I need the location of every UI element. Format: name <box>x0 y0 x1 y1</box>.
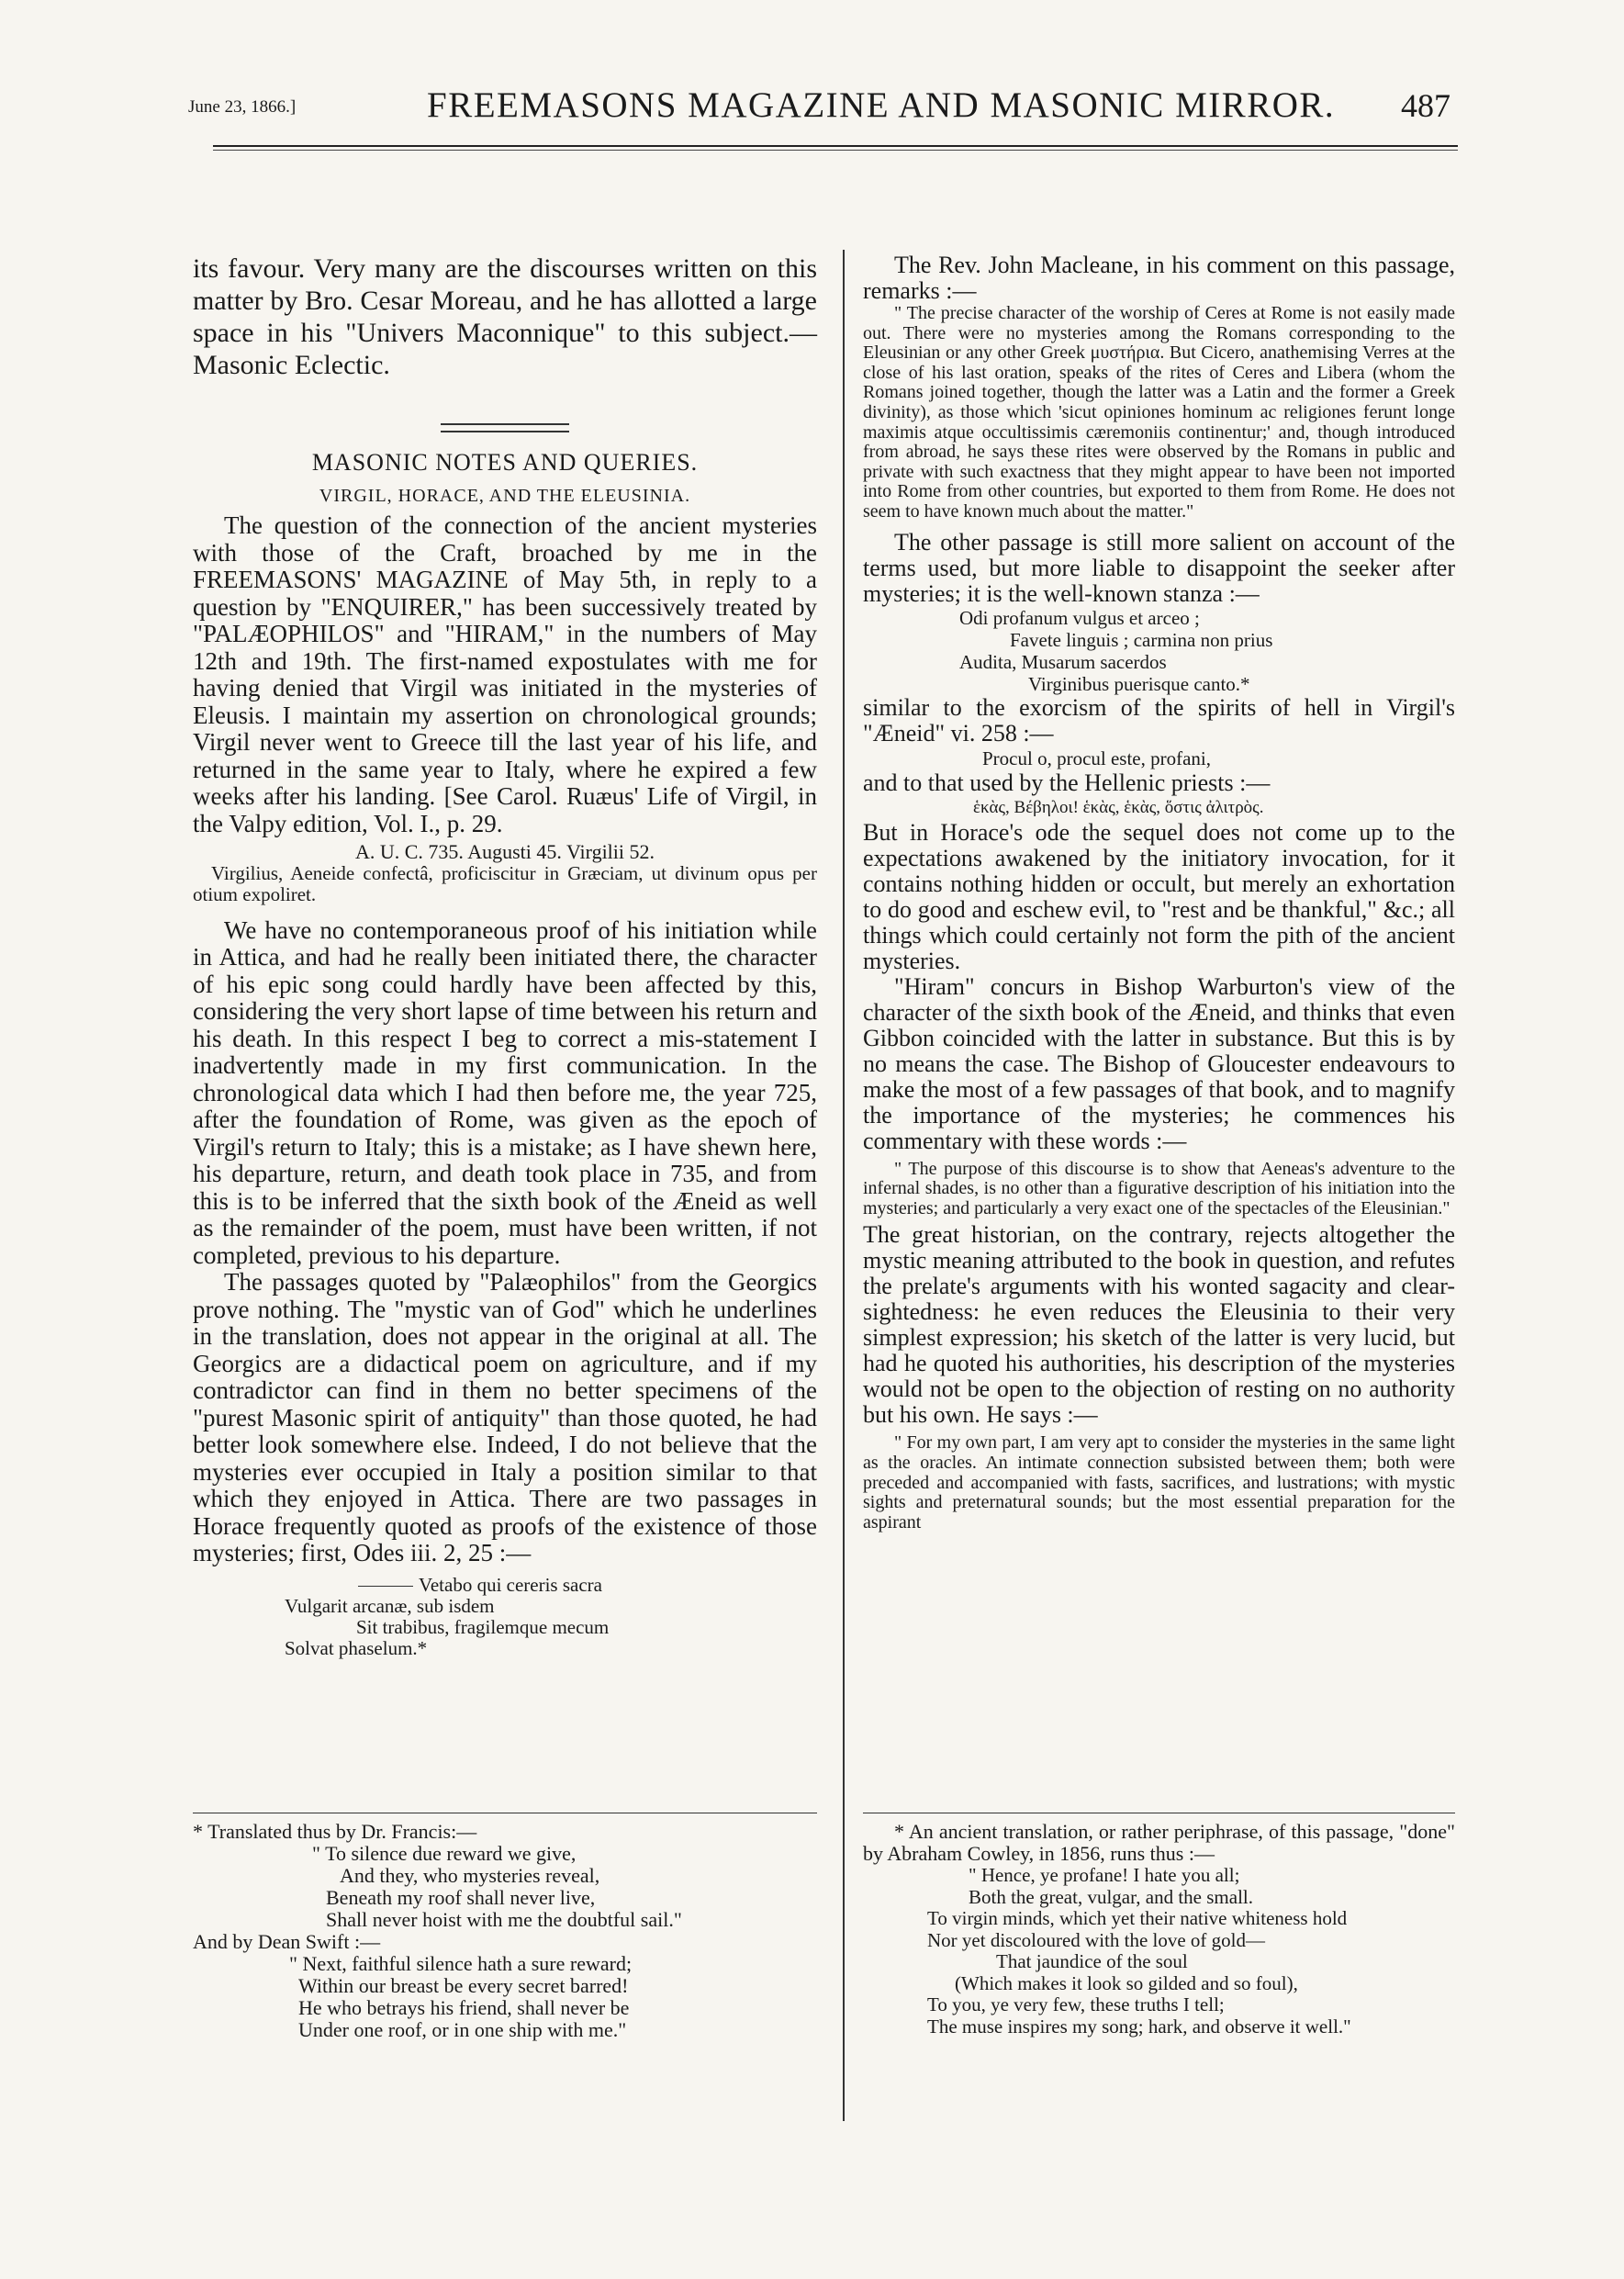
paragraph: The great historian, on the contrary, rejects altogether the mystic meaning attributed to the book in question, and refutes the prelate's arguments with his wonted sagacity and clear-sightedness: he even reduces the Eleusinia to their very simplest expression; his sketch of the latter is very lucid, but had he quoted his authorities, his description of the mysteries would not be open to the objection of resting on no authority but his own. He says :— <box>863 1221 1455 1429</box>
verse-line: Vulgarit arcanæ, sub isdem <box>285 1594 495 1617</box>
verse-line: Solvat phaselum.* <box>285 1636 428 1659</box>
verse-line: Nor yet discoloured with the love of gold— <box>927 1928 1266 1951</box>
block-quote: " The purpose of this discourse is to show that Aeneas's adventure to the infernal shades, is no other than a figurative description of his initiation into the mysteries; and particularly a very exact one of the spectacles of the Eleusinian." <box>863 1158 1455 1218</box>
paragraph: But in Horace's ode the sequel does not come up to the expectations awakened by the initiatory invocation, for it contains nothing hidden or occult, but merely an exhortation to do good and eschew evil, to "rest and be thankful," &c.; all things which could certainly not form the pith of the ancient mysteries. <box>863 818 1455 974</box>
left-column <box>193 253 817 1659</box>
footnote-intro: * An ancient translation, or rather periphrase, of this passage, "done" by Abraham Cowley, in 1856, runs thus :— <box>863 1820 1455 1865</box>
page-number: 487 <box>1401 87 1450 124</box>
paragraph: similar to the exorcism of the spirits of hell in Virgil's "Æneid" vi. 258 :— <box>863 693 1455 747</box>
right-footnote <box>863 1813 1455 2038</box>
paragraph: The passages quoted by "Palæophilos" from the Georgics prove nothing. The "mystic van of God" which he underlines in the translation, does not appear in the original at all. The Georgics are a didactical poem on agriculture, and if my contradictor can find in them no better specimens of the "purest Masonic spirit of antiquity" than those quoted, he had better look somewhere else. Indeed, I do not believe that the mysteries ever occupied in Italy a position similar to that which they enjoyed in Attica. There are two passages in Horace frequently quoted as proofs of the existence of those mysteries; first, Odes iii. 2, 25 :— <box>193 1268 817 1566</box>
verse-line: Under one roof, or in one ship with me." <box>298 2018 627 2041</box>
verse-line: Odi profanum vulgus et arceo ; <box>959 606 1200 629</box>
verse-line: Favete linguis ; carmina non prius <box>1010 628 1273 651</box>
paragraph: The other passage is still more salient on account of the terms used, but more liable to disappoint the seeker after mysteries; it is the well-known stanza :— <box>863 528 1455 607</box>
verse-line: (Which makes it look so gilded and so foul), <box>955 1971 1298 1994</box>
verse-line: Virginibus puerisque canto.* <box>1028 672 1250 695</box>
dash-rule <box>358 1586 413 1587</box>
paragraph: We have no contemporaneous proof of his initiation while in Attica, and had he really been initiated there, the character of his epic song could hardly have been affected by this, considering the very short lapse of time between his return and his death. In this respect I beg to correct a mis-statement I inadvertently made in my first communication. In the chronological data which I had then before me, the year 725, after the foundation of Rome, was given as the epoch of Virgil's return to Italy; this is a mistake; as I have shewn here, his departure, return, and death took place in 735, and from this is to be inferred that the sixth book of the Æneid as well as the remainder of the poem, must have been written, if not completed, previous to his departure. <box>193 915 817 1269</box>
verse-line: Beneath my roof shall never live, <box>326 1886 596 1909</box>
verse-line: He who betrays his friend, shall never be <box>298 1996 630 2019</box>
verse-line: Within our breast be every secret barred! <box>298 1974 629 1997</box>
greek-line: ἑκὰς, Βέβηλοι! ἑκὰς, ἑκὰς, ὅστις ἀλιτρὸς. <box>973 797 1264 817</box>
verse-line: Both the great, vulgar, and the small. <box>969 1885 1253 1908</box>
section-divider <box>441 423 569 432</box>
verse-line: Vetabo qui cereris sacra <box>419 1573 602 1596</box>
verse-line: " To silence due reward we give, <box>312 1842 577 1865</box>
left-footnote <box>193 1813 817 2041</box>
magazine-title: FREEMASONS MAGAZINE AND MASONIC MIRROR. <box>427 85 1336 125</box>
verse-line: To virgin minds, which yet their native whiteness hold <box>927 1907 1348 1929</box>
verse-line: Sit trabibus, fragilemque mecum <box>356 1615 610 1638</box>
paragraph: The question of the connection of the ancient mysteries with those of the Craft, broached by me in the FREEMASONS' MAGAZINE of May 5th, in reply to a question by "ENQUIRER," has been successively treated by "PALÆOPHILOS" and "HIRAM," in the numbers of May 12th and 19th. The first-named expostulates with me for having denied that Virgil was initiated in the mysteries of Eleusis. I maintain my assertion on chronological grounds; Virgil never went to Greece till the last year of his life, and returned in the same year to Italy, where he expired a few weeks after his landing. [See Carol. Ruæus' Life of Virgil, in the Valpy edition, Vol. I., p. 29. <box>193 511 817 837</box>
right-column <box>863 253 1455 1532</box>
paragraph: "Hiram" concurs in Bishop Warburton's view of the character of the sixth book of the Æneid, and thinks that even Gibbon coincided with the latter in substance. But this is by no means the case. The Bishop of Gloucester endeavours to make the most of a few passages of that book, and to magnify the importance of the mysteries; he commences his commentary with these words :— <box>863 972 1455 1154</box>
footnote-intro: * Translated thus by Dr. Francis:— <box>193 1820 477 1843</box>
verse-line: And they, who mysteries reveal, <box>340 1864 600 1887</box>
article-subheading: VIRGIL, HORACE, AND THE ELEUSINIA. <box>319 486 691 506</box>
verse-line: That jaundice of the soul <box>996 1950 1188 1972</box>
horace-stanza <box>863 607 1455 695</box>
paragraph: The Rev. John Macleane, in his comment on this passage, remarks :— <box>863 252 1455 304</box>
running-header <box>188 84 1450 140</box>
section-heading: MASONIC NOTES AND QUERIES. <box>311 449 699 476</box>
verse-line: The muse inspires my song; hark, and observe it well." <box>927 2015 1351 2038</box>
header-rule <box>213 145 1458 147</box>
latin-quote: Virgilius, Aeneide confectâ, proficiscitur in Græciam, ut divinum opus per otium expoliret. <box>193 861 817 905</box>
paragraph: its favour. Very many are the discourses written on this matter by Bro. Cesar Moreau, and he has allotted a large space in his "Univers Maconnique" to this subject.—Masonic Eclectic. <box>193 253 817 380</box>
date-line: A. U. C. 735. Augusti 45. Virgilii 52. <box>354 840 655 863</box>
horace-verse <box>285 1575 817 1659</box>
header-rule-thin <box>213 150 1458 151</box>
verse-line: To you, ye very few, these truths I tell; <box>927 1993 1225 2015</box>
footnote-intro: And by Dean Swift :— <box>193 1930 381 1953</box>
virgil-line: Procul o, procul este, profani, <box>982 747 1212 769</box>
block-quote: " For my own part, I am very apt to consider the mysteries in the same light as the oracles. An intimate connection subsisted between them; both were preceded and accompanied with fasts, sacrifices, and lustrations; with mystic sights and preternatural sounds; but the most essential preparation for the aspirant <box>863 1432 1455 1532</box>
issue-date: June 23, 1866.] <box>188 97 297 117</box>
paragraph: and to that used by the Hellenic priests :— <box>863 769 1271 796</box>
verse-line: " Next, faithful silence hath a sure reward; <box>289 1952 633 1975</box>
verse-line: Shall never hoist with me the doubtful sail." <box>326 1908 682 1931</box>
block-quote: " The precise character of the worship of Ceres at Rome is not easily made out. There were no mysteries among the Romans corresponding to the Eleusinian or any other Greek μυστήρια. But Cicero, anathemising Verres at the close of his last oration, speaks of the rites of Ceres and Libera (whom the Romans joined together, though the latter was a Latin and the former a Greek divinity), as those which 'sicut opiniones hominum ac religiones ferunt longe maximis atque occultissimis cæremoniis continentur;' and, though introduced from abroad, he says these rites were observed by the Romans in public and private with such exactness that they might appear to have been not imported into Rome from other countries, but exported to them from Rome. He does not seem to have known much about the matter." <box>863 303 1455 522</box>
verse-line: " Hence, ye profane! I hate you all; <box>969 1864 1240 1886</box>
column-divider <box>843 250 845 2121</box>
verse-line: Audita, Musarum sacerdos <box>959 650 1167 673</box>
